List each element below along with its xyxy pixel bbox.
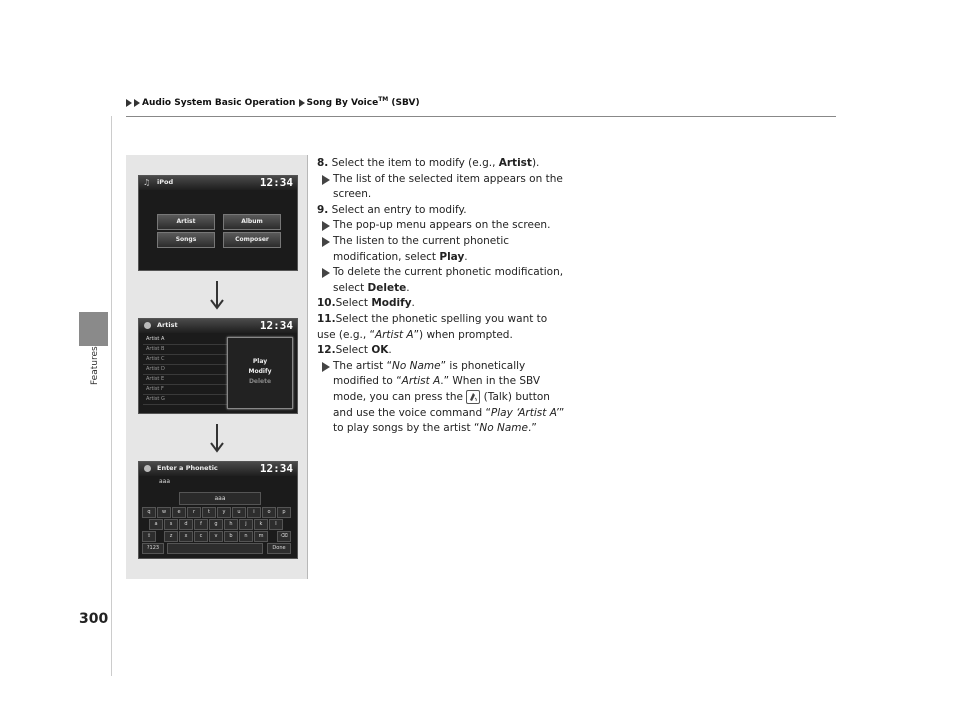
artist-screen [138,318,298,414]
screen-title: Enter a Phonetic [157,464,218,472]
key[interactable]: z [164,531,178,542]
step-number: 11. [317,312,336,325]
list-item[interactable]: Artist B [143,345,228,355]
delete-option[interactable]: Delete [248,378,272,385]
key[interactable]: o [262,507,276,518]
sub-step-text: The artist “ [333,359,393,372]
step-8 [317,156,567,172]
key[interactable]: v [209,531,223,542]
breadcrumb-arrow-icon [126,99,132,107]
key[interactable]: k [254,519,268,530]
keyword: Artist [498,157,532,169]
ipod-screen [138,175,298,271]
bullet-arrow-icon [322,221,330,231]
key[interactable]: y [217,507,231,518]
key[interactable]: p [277,507,291,518]
phonetic-screen [138,461,298,559]
sub-step-text: (Talk) button and use the voice command “ [333,390,550,419]
chapter-label [88,345,108,435]
key[interactable]: g [209,519,223,530]
sub-step [317,234,567,265]
step-text: Select [335,297,372,310]
keyword: Delete [367,281,407,294]
list-item[interactable]: Artist D [143,365,228,375]
down-arrow-icon [207,422,227,454]
key[interactable]: w [157,507,171,518]
songs-button[interactable]: Songs [157,232,215,248]
key[interactable]: q [142,507,156,518]
list-item[interactable]: Artist C [143,355,228,365]
album-button[interactable]: Album [223,214,281,230]
key[interactable]: j [239,519,253,530]
popup-menu [227,337,293,409]
key[interactable]: u [232,507,246,518]
chapter-label-text: Features [90,346,100,385]
step-text: . [388,344,392,357]
space-key[interactable] [167,543,263,554]
emphasis: Artist A [401,375,441,388]
screen-clock: 12:34 [259,462,293,475]
key[interactable]: r [187,507,201,518]
screen-clock: 12:34 [259,319,293,332]
keyword: Play [439,250,465,263]
step-9 [317,203,567,219]
bullet-arrow-icon [322,237,330,247]
illustration-panel [126,155,308,579]
key[interactable]: s [164,519,178,530]
key[interactable]: a [149,519,163,530]
key[interactable]: x [179,531,193,542]
step-text: . [411,297,415,310]
sub-step [317,218,567,234]
modify-option[interactable]: Modify [248,368,272,375]
key[interactable]: f [194,519,208,530]
back-icon[interactable] [144,322,151,329]
sub-step [317,359,567,437]
screen-title: Artist [157,321,178,329]
sub-step-text: To delete the current phonetic modification, select [333,266,564,294]
key[interactable]: h [224,519,238,530]
step-10 [317,296,567,312]
emphasis: Play ‘Artist A’ [490,406,559,419]
key[interactable]: c [194,531,208,542]
key[interactable]: t [202,507,216,518]
instructions [317,156,567,437]
music-note-icon: ♫ [143,178,151,187]
header-rule [126,116,836,117]
step-text: Select the phonetic spelling you want to use (e.g., “ [317,312,548,341]
key[interactable]: l [269,519,283,530]
breadcrumb-arrow-icon [134,99,140,107]
bullet-arrow-icon [322,175,330,185]
sub-step-text: The list of the selected item appears on the screen. [333,172,563,201]
breadcrumb-arrow-icon [299,99,305,107]
sub-step-text: .” When in the SBV mode, you can press the [333,375,541,403]
suggestion-bar[interactable]: aaa [179,492,261,505]
key[interactable]: b [224,531,238,542]
key[interactable]: e [172,507,186,518]
breadcrumb [126,96,420,108]
step-text: Select the item to modify (e.g., [328,157,499,169]
sub-step [317,172,567,203]
backspace-key-icon[interactable]: ⌫ [277,531,291,542]
sub-step [317,265,567,296]
emphasis: No Name [479,422,528,435]
step-12 [317,343,567,359]
sub-step-text: The pop-up menu appears on the screen. [333,219,551,232]
key[interactable]: i [247,507,261,518]
talk-icon [466,390,480,404]
sub-step-text: ” is phonetically modified to “ [333,359,526,388]
bullet-arrow-icon [322,268,330,278]
sub-step-text: .” [528,422,537,435]
back-icon[interactable] [144,465,151,472]
key[interactable]: m [254,531,268,542]
emphasis: Artist A [374,328,414,341]
shift-key-icon[interactable]: ⇧ [142,531,156,542]
phonetic-input[interactable]: aaa [159,478,171,485]
page-number: 300 [79,611,109,627]
numeric-key[interactable]: ?123 [142,543,164,554]
step-number: 8. [317,157,329,169]
step-text: Select [335,344,372,357]
chapter-tab [79,312,108,346]
bullet-arrow-icon [322,362,330,372]
trademark-mark: TM [378,96,389,103]
down-arrow-icon [207,279,227,311]
breadcrumb-part-2: Song By Voice [306,98,379,108]
key[interactable]: n [239,531,253,542]
margin-rule [111,116,112,676]
breadcrumb-part-1: Audio System Basic Operation [142,98,296,108]
sub-step-text: . [406,281,410,294]
screen-clock: 12:34 [259,176,293,189]
keyword: Modify [371,297,412,310]
step-number: 10. [317,297,336,310]
screen-title: iPod [157,178,174,186]
sub-step-text: The listen to the current phonetic modification, select [333,234,510,263]
composer-button[interactable]: Composer [223,232,281,248]
breadcrumb-part-2-tail: (SBV) [388,98,420,108]
step-text: Select an entry to modify. [328,203,467,216]
list-item[interactable]: Artist G [143,395,228,405]
done-key[interactable]: Done [267,543,291,554]
step-number: 9. [317,203,329,216]
play-option[interactable]: Play [252,358,268,365]
key[interactable]: d [179,519,193,530]
step-number: 12. [317,344,336,357]
step-text: ). [531,157,540,169]
step-text: ”) when prompted. [413,328,513,341]
list-item[interactable]: Artist A [143,335,228,345]
list-item[interactable]: Artist E [143,375,228,385]
artist-button[interactable]: Artist [157,214,215,230]
emphasis: No Name [392,359,441,372]
step-11 [317,312,567,343]
sub-step-text: ” to play songs by the artist “ [333,406,565,435]
sub-step-text: . [464,250,468,263]
keyword: OK [371,344,389,357]
list-item[interactable]: Artist F [143,385,228,395]
